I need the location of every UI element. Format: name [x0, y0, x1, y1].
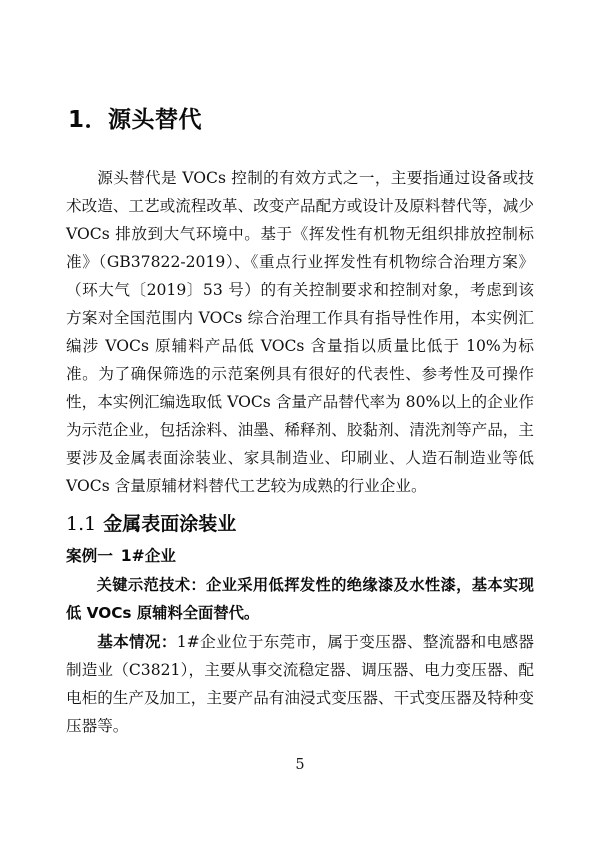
basic-info-lead: 基本情况：	[97, 633, 177, 651]
key-technique-lead: 关键示范技术：	[96, 576, 207, 594]
section-heading	[66, 500, 534, 539]
basic-info-paragraph	[66, 628, 534, 740]
case-name: 1#企业	[120, 547, 176, 565]
chapter-heading: 1．源头替代	[68, 107, 203, 133]
section-number: 1.1	[66, 513, 97, 535]
case-heading	[66, 539, 534, 570]
basic-info-text: 1#企业位于东莞市，属于变压器、整流器和电感器制造业（C3821），主要从事交流稳定器、调压器、电力变压器、配电柜的生产及加工，主要产品有油浸式变压器、干式变压器及特种变压器等。	[66, 633, 534, 735]
page-content	[66, 0, 534, 740]
section-title: 金属表面涂装业	[103, 513, 237, 535]
key-technique-paragraph	[66, 571, 534, 627]
case-label: 案例一	[66, 547, 113, 565]
key-technique-text: 企业采用低挥发性的绝缘漆及水性漆，基本实现低 VOCs 原辅料全面替代。	[66, 576, 534, 622]
intro-paragraph: 源头替代是 VOCs 控制的有效方式之一，主要指通过设备或技术改造、工艺或流程改革、改变产品配方或设计及原料替代等，减少 VOCs 排放到大气环境中。基于《挥发性有机物无组织排放控制标准》（GB37822-2019）、《重点行业挥发性有机物综合治理方案》（环大气〔2019〕53 号）的有关控制要求和控制对象，考虑到该方案对全国范围内 VOCs 综合治理工作具有指导性作用，本实例汇编涉 VOCs 原辅料产品低 VOCs 含量指以质量比低于 10%为标准。为了确保筛选的示范案例具有很好的代表性、参考性及可操作性，本实例汇编选取低 VOCs 含量产品替代率为 80%以上的企业作为示范企业，包括涂料、油墨、稀释剂、胶黏剂、清洗剂等产品，主要涉及金属表面涂装业、家具制造业、印刷业、人造石制造业等低 VOCs 含量原辅材料替代工艺较为成熟的行业企业。	[66, 169, 534, 495]
page-number: 5	[295, 757, 305, 773]
